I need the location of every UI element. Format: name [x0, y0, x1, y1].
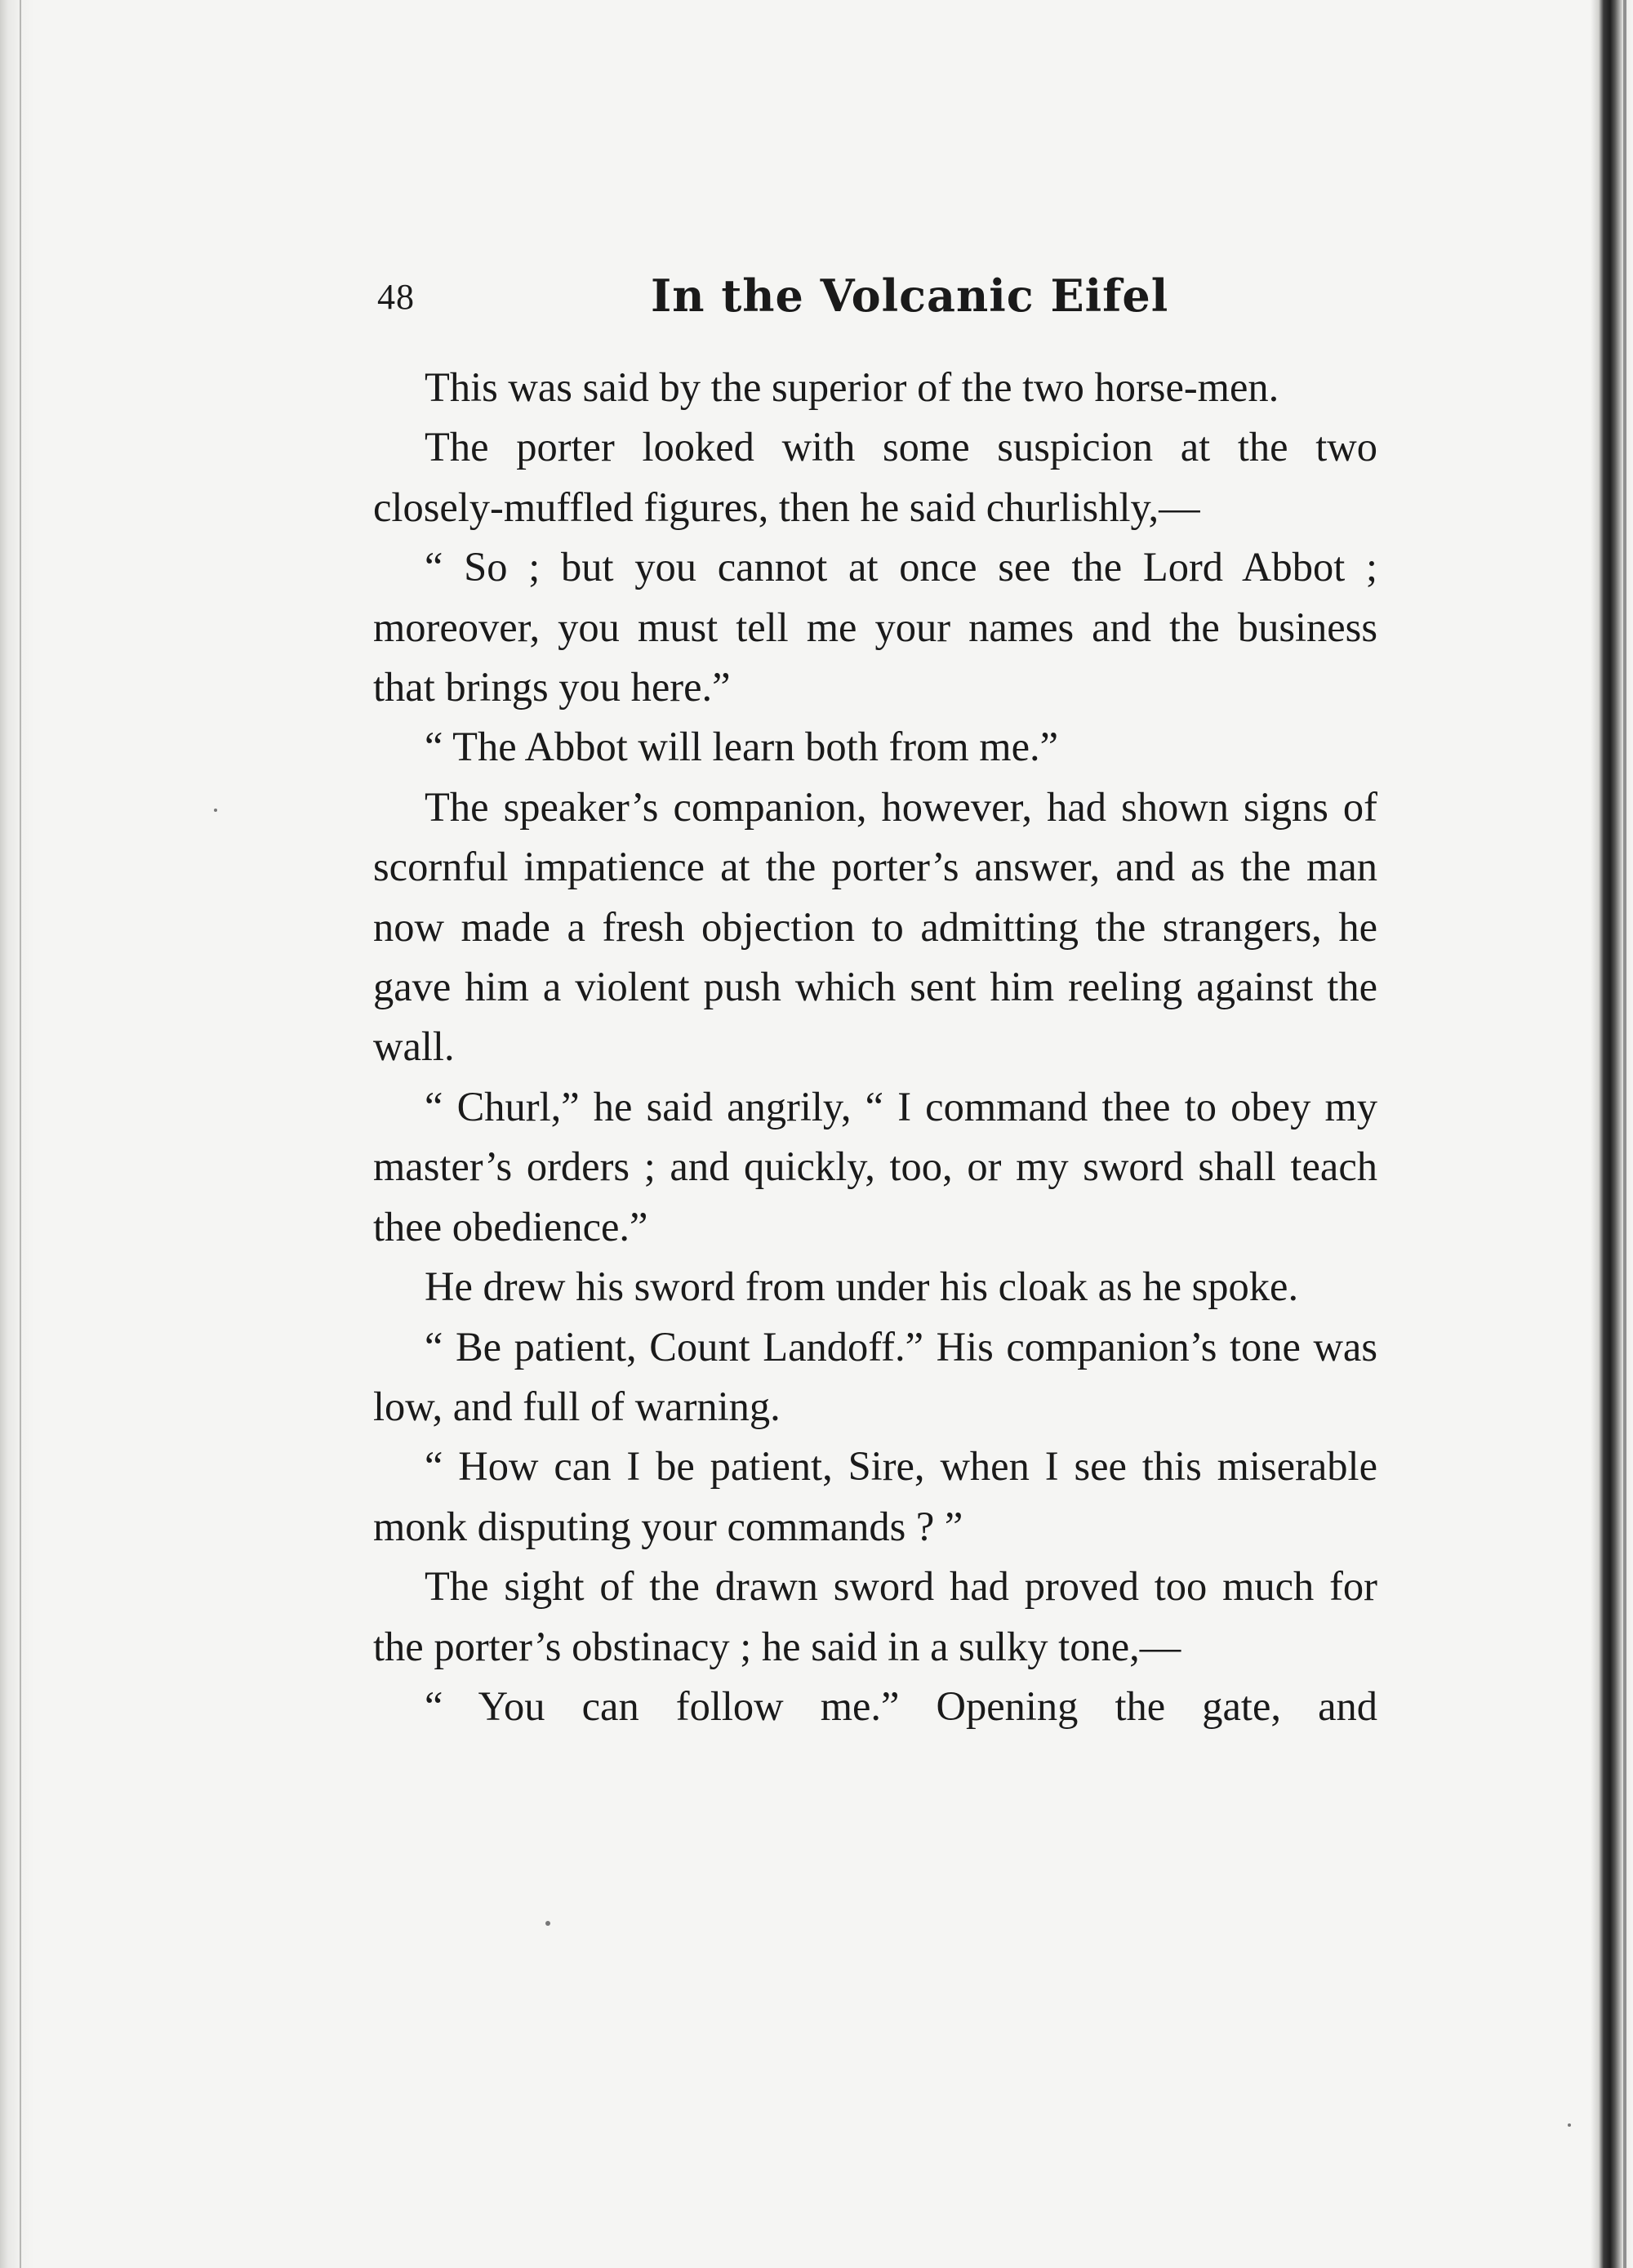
running-head [377, 270, 1394, 322]
right-page-edge-line [1623, 0, 1626, 2268]
left-binding-line [20, 0, 21, 2268]
page-number: 48 [377, 277, 415, 317]
left-binding-edge [0, 0, 34, 2268]
paragraph: “ Be patient, Count Landoff.” His companion’s tone was low, and full of warning. [373, 1323, 1377, 1429]
paragraph: “ How can I be patient, Sire, when I see this miserable monk disputing your commands ? ” [373, 1443, 1377, 1549]
paper-speck [545, 1921, 550, 1926]
paragraph: The speaker’s companion, however, had shown signs of scornful impatience at the porter’s answer, and as the man now made a fresh objection to admitting the strangers, he gave him a violent push which sent him reeling against the wall. [373, 783, 1377, 1070]
paragraph: The sight of the drawn sword had proved too much for the porter’s obstinacy ; he said in a sulky tone,— [373, 1563, 1377, 1669]
paragraph: This was said by the superior of the two horse-men. [425, 364, 1279, 410]
body-text [373, 358, 1377, 1736]
paragraph: “ You can follow me.” Opening the gate, and [425, 1682, 1377, 1729]
paper-speck [214, 809, 217, 812]
paragraph: He drew his sword from under his cloak as he spoke. [425, 1263, 1299, 1310]
paragraph: “ Churl,” he said angrily, “ I command thee to obey my master’s orders ; and quickly, too, or my sword shall teach thee obedience.” [373, 1083, 1377, 1250]
paper-speck [1568, 2123, 1571, 2127]
running-title: In the Volcanic Eifel [651, 270, 1169, 322]
paragraph: The porter looked with some suspicion at the two closely-muffled figures, then he said churlishly,— [373, 424, 1377, 530]
paragraph: “ So ; but you cannot at once see the Lord Abbot ; moreover, you must tell me your names and the business that brings you here.” [373, 544, 1377, 711]
right-page-edge [1591, 0, 1633, 2268]
paragraph: “ The Abbot will learn both from me.” [425, 724, 1059, 770]
